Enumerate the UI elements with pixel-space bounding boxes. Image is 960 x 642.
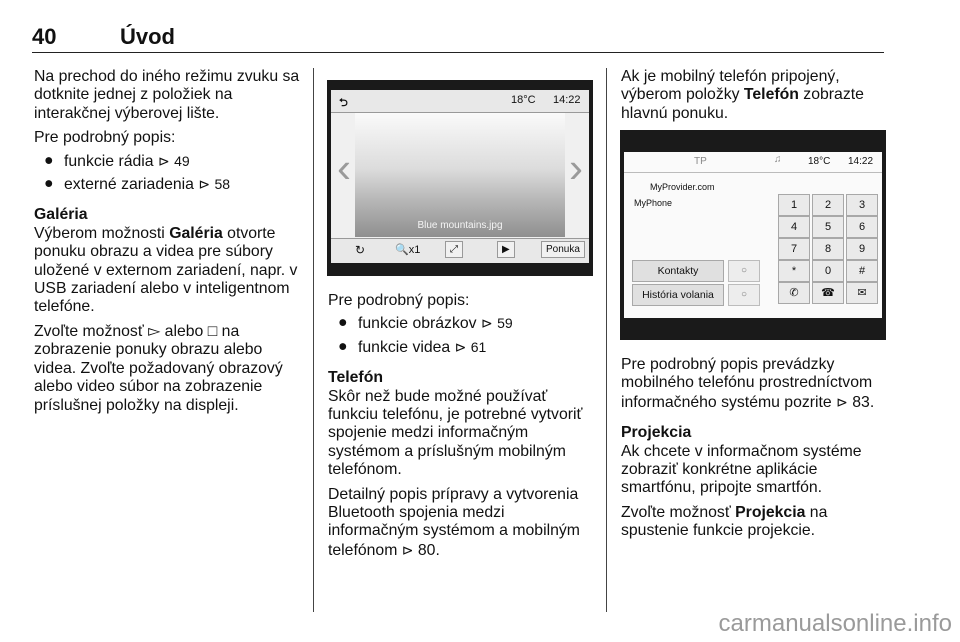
phone-detail: Pre podrobný popis prevádzky mobilného telefónu prostredníctvom informačného systému pozrite ⊳ 83.: [621, 356, 875, 411]
keypad-key[interactable]: 9: [846, 238, 878, 260]
play-icon[interactable]: ▶: [497, 241, 515, 258]
menu-button[interactable]: Ponuka: [541, 241, 585, 258]
page-ref-icon: ⊳: [157, 152, 170, 169]
gallery-paragraph-2: Zvoľte možnosť ▻ alebo □ na zobrazenie ponuky obrazu alebo videa. Zvoľte požadovaný obrazový alebo video súbor na zobrazenie príslušnej položky na displeji.: [34, 322, 283, 414]
watermark: carmanualsonline.info: [718, 610, 952, 637]
rotate-icon[interactable]: ↻: [355, 243, 366, 257]
column-divider: [606, 68, 607, 612]
gallery-top-bar: [331, 90, 589, 113]
page-ref[interactable]: 59: [497, 315, 513, 332]
bullet-list: [328, 314, 598, 357]
gallery-bottom-bar: [331, 238, 589, 263]
handset-icon[interactable]: ○: [728, 284, 760, 306]
keypad-key[interactable]: 1: [778, 194, 810, 216]
bullet-list: [34, 152, 302, 195]
page-title: Úvod: [120, 24, 175, 49]
page-ref[interactable]: 58: [214, 176, 231, 193]
fit-icon[interactable]: ⤢: [445, 241, 463, 258]
page-ref-icon: ⊳: [198, 176, 211, 193]
keypad-key[interactable]: 4: [778, 216, 810, 238]
clock: 14:22: [848, 156, 874, 167]
list-item: ● funkcie rádia ⊳ 49: [44, 151, 190, 170]
projection-heading: Projekcia: [621, 424, 692, 442]
page-header: [32, 24, 884, 52]
keypad-key[interactable]: 3: [846, 194, 878, 216]
page-ref[interactable]: 80: [417, 541, 436, 559]
projection-paragraph: Ak chcete v informačnom systéme zobraziť konkrétne aplikácie smartfónu, pripojte smartfón.: [621, 442, 862, 497]
page-ref[interactable]: 61: [470, 338, 487, 355]
column-right: [621, 68, 889, 129]
phone-ui: [624, 152, 882, 318]
keypad-key[interactable]: 6: [846, 216, 878, 238]
column-divider: [313, 68, 314, 612]
image-icon: ▻: [148, 322, 161, 340]
keypad-key[interactable]: 2: [812, 194, 844, 216]
intro-paragraph: Na prechod do iného režimu zvuku sa dotknite jednej z položiek na interakčnej výberovej lište.: [34, 68, 300, 122]
projection-paragraph-2: Zvoľte možnosť Projekcia na spustenie funkcie projekcie.: [621, 503, 828, 540]
page-number: 40: [32, 24, 57, 49]
keypad-key[interactable]: 5: [812, 216, 844, 238]
voicemail-icon[interactable]: ✉: [846, 282, 878, 304]
tp-indicator: TP: [694, 156, 707, 167]
list-item: ● externé zariadenia ⊳ 58: [44, 175, 231, 194]
phone-screenshot: [620, 130, 886, 340]
keypad-key[interactable]: 0: [812, 260, 844, 282]
list-item: ● funkcie obrázkov ⊳ 59: [338, 314, 513, 333]
next-arrow-icon[interactable]: ›: [569, 144, 583, 191]
keypad-key[interactable]: 8: [812, 238, 844, 260]
column-left: [34, 68, 302, 421]
gallery-screenshot: [327, 80, 593, 276]
page-ref[interactable]: 83: [852, 393, 870, 411]
mute-mic-icon[interactable]: ○: [728, 260, 760, 282]
gallery-heading: Galéria: [34, 206, 88, 224]
phone-paragraph-2: Detailný popis prípravy a vytvorenia Bluetooth spojenia medzi informačným systémom a mobilným telefónom ⊳ 80.: [328, 485, 580, 559]
photo-caption: Blue mountains.jpg: [417, 220, 503, 231]
contacts-button[interactable]: Kontakty: [632, 260, 724, 282]
keypad-key[interactable]: *: [778, 260, 810, 282]
phone-top-bar: [624, 152, 882, 173]
phone-paragraph: Skôr než bude možné používať funkciu telefónu, je potrebné vytvoriť spojenie medzi informačným systémom a príslušným mobilným telefónom.: [328, 387, 583, 479]
temperature: 18°C: [808, 156, 831, 167]
video-icon: □: [207, 322, 218, 340]
column-middle: [328, 292, 598, 566]
gallery-photo: [355, 113, 565, 237]
music-icon[interactable]: ♫: [774, 154, 782, 165]
device-name: MyPhone: [634, 198, 673, 208]
details-label: Pre podrobný popis:: [34, 129, 176, 147]
keypad-key[interactable]: 7: [778, 238, 810, 260]
phone-intro: Ak je mobilný telefón pripojený, výberom položky Telefón zobrazte hlavnú ponuku.: [621, 68, 864, 122]
provider-name: MyProvider.com: [650, 182, 715, 192]
prev-arrow-icon[interactable]: ‹: [337, 144, 351, 191]
temperature: 18°C: [511, 94, 536, 106]
call-icon[interactable]: ✆: [778, 282, 810, 304]
page-ref[interactable]: 49: [174, 152, 190, 169]
column-right-lower: [621, 356, 889, 547]
back-icon[interactable]: ⮌: [339, 97, 348, 109]
keypad-key[interactable]: #: [846, 260, 878, 282]
details-label: Pre podrobný popis:: [328, 292, 470, 309]
list-item: ● funkcie videa ⊳ 61: [338, 337, 487, 356]
gallery-paragraph: Výberom možnosti Galéria otvorte ponuku obrazu a videa pre súbory uložené v externom zariadení, napr. v USB zariadení alebo v inteligentnom telefóne.: [34, 224, 298, 316]
zoom-icon[interactable]: 🔍x1: [395, 244, 421, 256]
header-rule: [32, 52, 884, 53]
clock: 14:22: [553, 94, 581, 106]
hangup-icon[interactable]: ☎: [812, 282, 844, 304]
phone-heading: Telefón: [328, 369, 383, 387]
call-history-button[interactable]: História volania: [632, 284, 724, 306]
